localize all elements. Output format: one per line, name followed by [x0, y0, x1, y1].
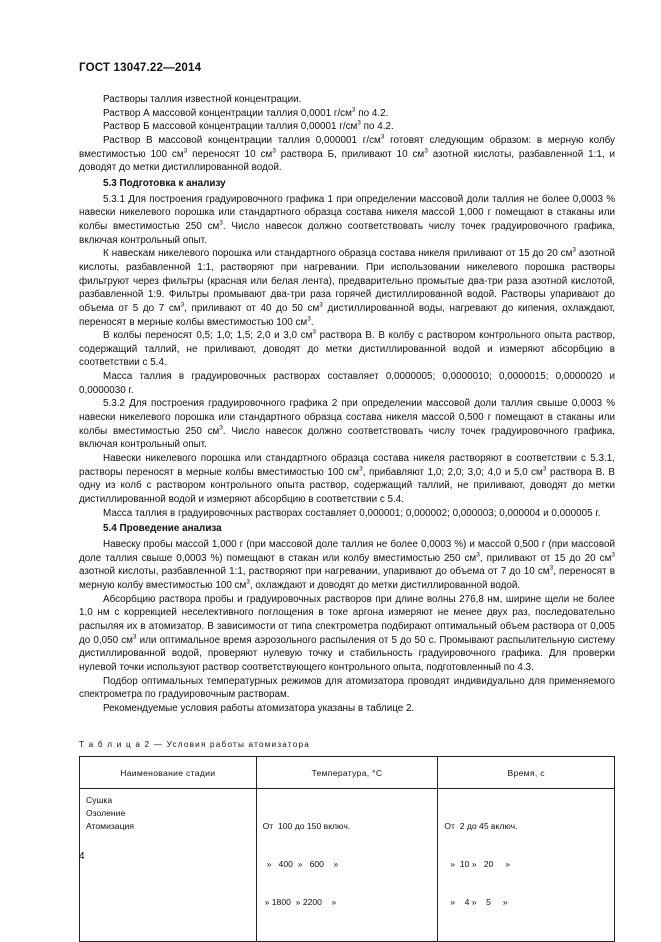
- atomizer-conditions-table: [79, 756, 615, 942]
- section-heading-5-4: 5.4 Проведение анализа: [103, 523, 222, 535]
- paragraph: Раствор Б массовой концентрации таллия 0,00001 $г/см^3$ по 4.2.: [103, 120, 394, 133]
- section-heading-5-3: 5.3 Подготовка к анализу: [103, 177, 226, 189]
- body-text: [79, 93, 615, 716]
- paragraph: Масса таллия в градуировочных растворах составляет 0,000001; 0,000002; 0,000003; 0,000004 и 0,000005 г.: [103, 507, 601, 519]
- time-cell: [438, 789, 615, 942]
- table-cell-time: » 4 » 5 »: [450, 897, 508, 908]
- column-header-stage: Наименование стадии: [80, 757, 257, 789]
- paragraph: Раствор А массовой концентрации таллия 0,0001 $г/см^3$ по 4.2.: [103, 106, 389, 119]
- table-cell-temperature: От 100 до 150 включ.: [262, 820, 351, 831]
- paragraph: Масса таллия в градуировочных растворах составляет 0,0000005; 0,0000010; 0,0000015; 0,0000020 и 0,0000030 г.: [79, 371, 615, 396]
- temperature-cell: [256, 789, 438, 942]
- table-cell-temperature: » 400 » 600 »: [266, 858, 339, 869]
- paragraph: Раствор В массовой концентрации таллия 0,000001 $г/см^3$ готовят следующим образом: в мерную колбу вместимостью 100 $см^3$ переносят 10 $см^3$ раствора Б, приливают 10 $см^3$ азотной кислоты, разбавленной 1:1, и доводят до метки дистиллированной водой.: [79, 133, 615, 174]
- paragraph: 5.3.1 Для построения градуировочного графика 1 при определении массовой доли таллия не более 0,0003 % навески никелевого порошка или стандартного образца состава никеля массой 1,000 г помещают в стаканы или колбы вместимостью 250 $см^3$. Число навесок должно соответствовать числу точек градуировочного графика, включая контрольный опыт.: [79, 193, 615, 246]
- table-caption: Т а б л и ц а 2 — Условия работы атомизатора: [79, 740, 310, 749]
- table-cell-temperature: » 1800 » 2200 »: [264, 897, 337, 908]
- document-header: ГОСТ 13047.22—2014: [79, 62, 202, 74]
- paragraph: Рекомендуемые условия работы атомизатора указаны в таблице 2.: [103, 702, 415, 714]
- table-cell-stage: Атомизация: [86, 820, 134, 831]
- table-cell-stage: Озоление: [86, 807, 126, 818]
- paragraph: 5.3.2 Для построения градуировочного графика 2 при определении массовой доли таллия свыше 0,0003 % навески никелевого порошка или стандартного образца состава никеля массой 0,500 г помещают в стаканы или колбы вместимостью 250 $см^3$. Число навесок должно соответствовать числу точек градуировочного графика, включая контрольный опыт.: [79, 398, 615, 451]
- paragraph: В колбы переносят 0,5; 1,0; 1,5; 2,0 и 3,0 $см^3$ раствора В. В колбу с раствором контрольного опыта раствор, содержащий таллий, не приливают, доводят до метки дистиллированной водой и измеряют абсорбцию в соответствии с 5.4.: [79, 328, 615, 369]
- column-header-temperature: Температура, °С: [256, 757, 438, 789]
- table-header-row: [80, 757, 615, 789]
- page-number: 4: [79, 851, 85, 862]
- table-body-row: [80, 789, 615, 942]
- column-header-time: Время, с: [438, 757, 615, 789]
- paragraph: Навеску пробы массой 1,000 г (при массовой доле таллия не более 0,0003 %) и массой 0,500 г (при массовой доле таллия свыше 0,0003 %) помещают в стакан или колбу вместимостью 250 $см^3$, приливают от 15 до 20 $см^3$ азотной кислоты, разбавленной 1:1, растворяют при нагревании, упаривают до объема от 7 до 10 $см^3$, переносят в мерную колбу вместимостью 100 $см^3$, охлаждают и доводят до метки дистиллированной водой.: [79, 539, 615, 591]
- paragraph: Подбор оптимальных температурных режимов для атомизатора проводят индивидуально для применяемого спектрометра по градуировочным растворам.: [79, 675, 615, 701]
- paragraph: Растворы таллия известной концентрации.: [103, 94, 302, 105]
- table-cell-time: » 10 » 20 »: [450, 858, 511, 869]
- table-cell-time: От 2 до 45 включ.: [444, 820, 518, 831]
- table-cell-stage: Сушка: [86, 795, 113, 805]
- paragraph: К навескам никелевого порошка или стандартного образца состава никеля приливают от 15 до 20 $см^3$ азотной кислоты, разбавленной 1:1, растворяют при нагревании. При использовании никелевого порошка растворы фильтруют через фильтры (красная или белая лента), предварительно промытые два-три раза азотной кислотой, разбавленной 1:9. Фильтры промывают два-три раза горячей дистиллированной водой. Растворы упаривают до объема от 5 до 7 $см^3$, приливают от 40 до 50 $см^3$ дистиллированной воды, нагревают до кипения, охлаждают, переносят в мерные колбы вместимостью 100 $см^3$.: [79, 246, 615, 328]
- stage-cell: [80, 789, 257, 942]
- paragraph: Абсорбцию раствора пробы и градуировочных растворов при длине волны 276,8 нм, ширине щели не более 1,0 нм с коррекцией неселективного поглощения в токе аргона измеряют не менее двух раз, последовательно распыляя их в атомизатор. В зависимости от типа спектрометра подбирают оптимальный объем раствора от 0,005 до 0,050 $см^3$ или оптимальное время аэрозольного распыления от 5 до 50 с. Промывают распылительную систему дистиллированной водой, проверяют нулевую точку и стабильность градуировочного графика. Для проверки нулевой точки используют раствор соответствующего контрольного опыта, подготовленный по 4.3.: [79, 593, 615, 673]
- paragraph: Навески никелевого порошка или стандартного образца состава никеля растворяют в соответствии с 5.3.1, растворы переносят в мерные колбы вместимостью 100 $см^3$, прибавляют 1,0; 2,0; 3,0; 4,0 и 5,0 $см^3$ раствора В. В одну из колб с раствором контрольного опыта раствор, содержащий таллий, не приливают, доводят до метки дистиллированной водой и измеряют абсорбцию в соответствии с 5.4.: [79, 453, 616, 506]
